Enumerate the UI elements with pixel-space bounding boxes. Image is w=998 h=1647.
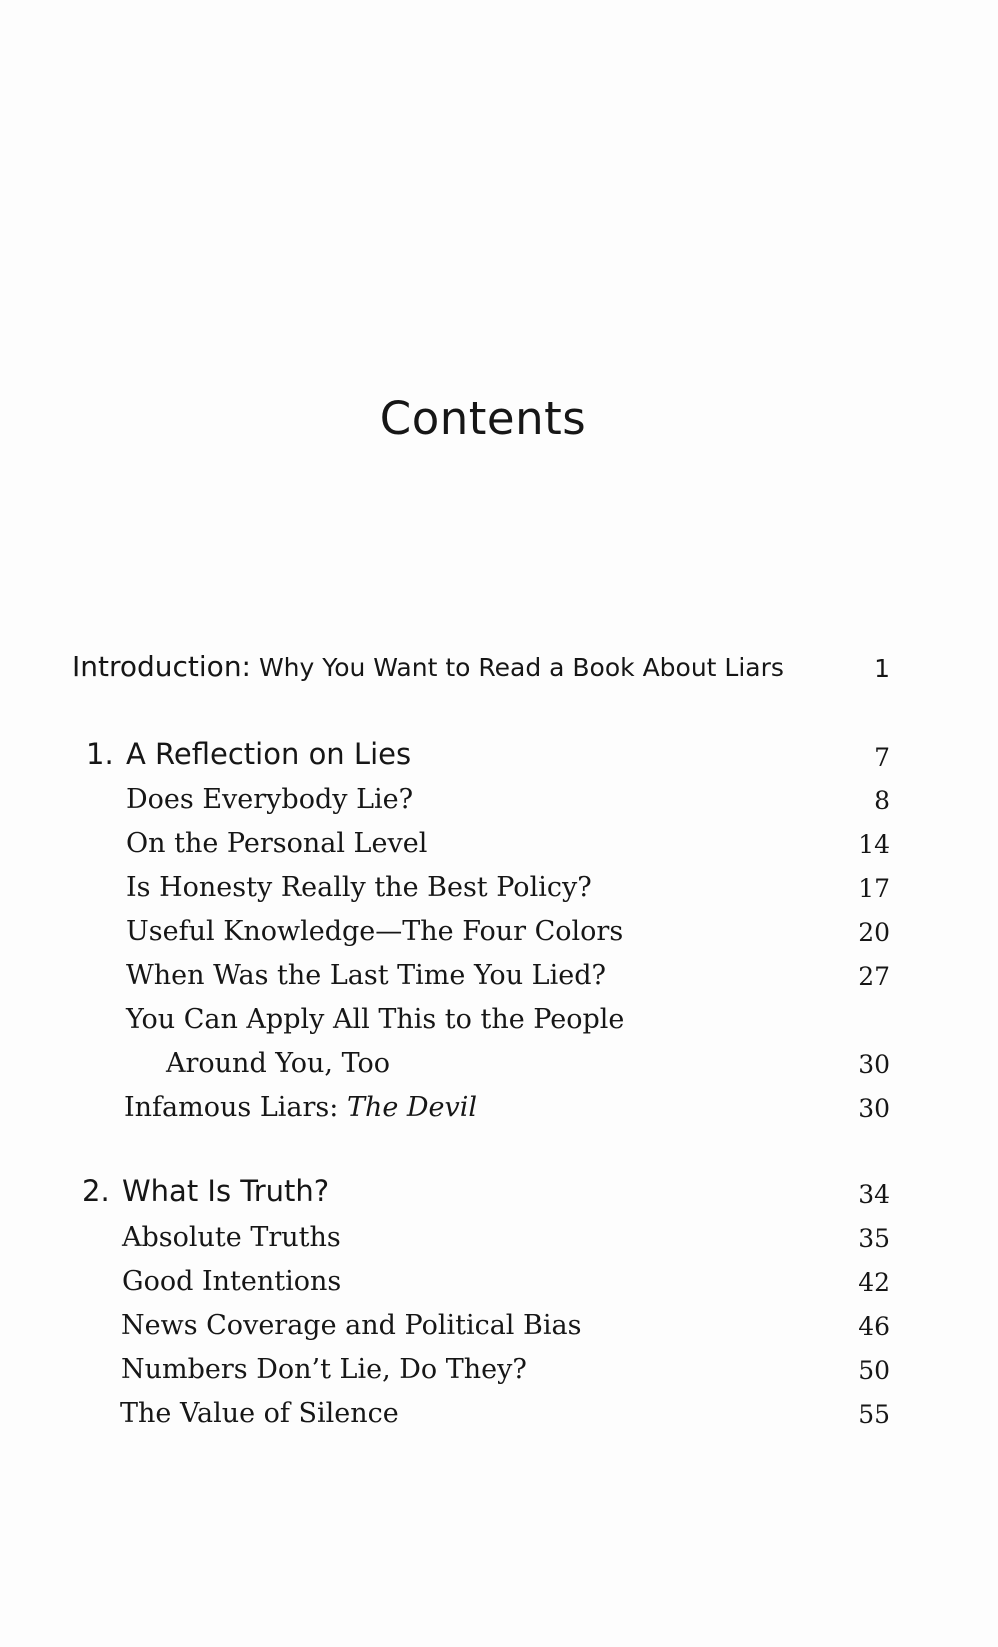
toc-page-number: 42 (858, 1268, 890, 1297)
chapter-title: What Is Truth? (122, 1174, 330, 1208)
toc-page-number: 7 (874, 743, 890, 772)
toc-page-number: 20 (858, 918, 890, 947)
toc-page-number: 14 (858, 830, 890, 859)
section-title: On the Personal Level (126, 828, 428, 859)
section-title-prefix: Infamous Liars: (124, 1092, 347, 1123)
toc-entry-introduction[interactable] (0, 650, 998, 690)
section-title (124, 1092, 477, 1123)
toc-page-number: 34 (858, 1180, 890, 1209)
toc-page-number: 50 (858, 1356, 890, 1385)
chapter-number: 2. (82, 1174, 110, 1208)
toc-section[interactable] (0, 872, 998, 908)
toc-page-number: 30 (858, 1094, 890, 1123)
toc-section[interactable] (0, 828, 998, 864)
section-title: Useful Knowledge—The Four Colors (126, 916, 624, 947)
chapter-number: 1. (86, 737, 114, 771)
section-title: Numbers Don’t Lie, Do They? (121, 1354, 527, 1385)
toc-chapter-2[interactable] (0, 1174, 998, 1216)
toc-entry-label (72, 650, 784, 683)
toc-page-number: 35 (858, 1224, 890, 1253)
toc-page-number: 8 (874, 786, 890, 815)
toc-section[interactable] (0, 1222, 998, 1258)
chapter-heading (82, 1174, 329, 1208)
toc-section[interactable] (0, 1398, 998, 1434)
introduction-lead: Introduction: (72, 650, 251, 683)
section-title: Does Everybody Lie? (126, 784, 414, 815)
toc-page-number: 46 (858, 1312, 890, 1341)
section-title-line-2: Around You, Too (166, 1048, 391, 1079)
toc-section[interactable] (0, 916, 998, 952)
toc-chapter-1[interactable] (0, 737, 998, 779)
toc-section[interactable] (0, 1004, 998, 1084)
toc-page-number: 1 (874, 654, 890, 683)
chapter-title: A Reflection on Lies (126, 737, 412, 771)
toc-section[interactable] (0, 960, 998, 996)
section-title: When Was the Last Time You Lied? (126, 960, 606, 991)
section-title: News Coverage and Political Bias (121, 1310, 582, 1341)
section-title: Is Honesty Really the Best Policy? (126, 872, 592, 903)
toc-page-number: 27 (858, 962, 890, 991)
chapter-heading (86, 737, 411, 771)
toc-section[interactable] (0, 784, 998, 820)
toc-section[interactable] (0, 1266, 998, 1302)
toc-page-number: 17 (858, 874, 890, 903)
toc-section[interactable] (0, 1092, 998, 1128)
introduction-title: Why You Want to Read a Book About Liars (251, 653, 784, 682)
section-title: The Value of Silence (120, 1398, 399, 1429)
section-title: Absolute Truths (122, 1222, 341, 1253)
section-title-line-1: You Can Apply All This to the People (126, 1004, 625, 1035)
toc-section[interactable] (0, 1310, 998, 1346)
section-title-italic: The Devil (346, 1092, 478, 1123)
toc-page-number: 55 (858, 1400, 890, 1429)
toc-page-number: 30 (858, 1050, 890, 1079)
page-title: Contents (379, 392, 587, 445)
toc-section[interactable] (0, 1354, 998, 1390)
section-title: Good Intentions (122, 1266, 342, 1297)
